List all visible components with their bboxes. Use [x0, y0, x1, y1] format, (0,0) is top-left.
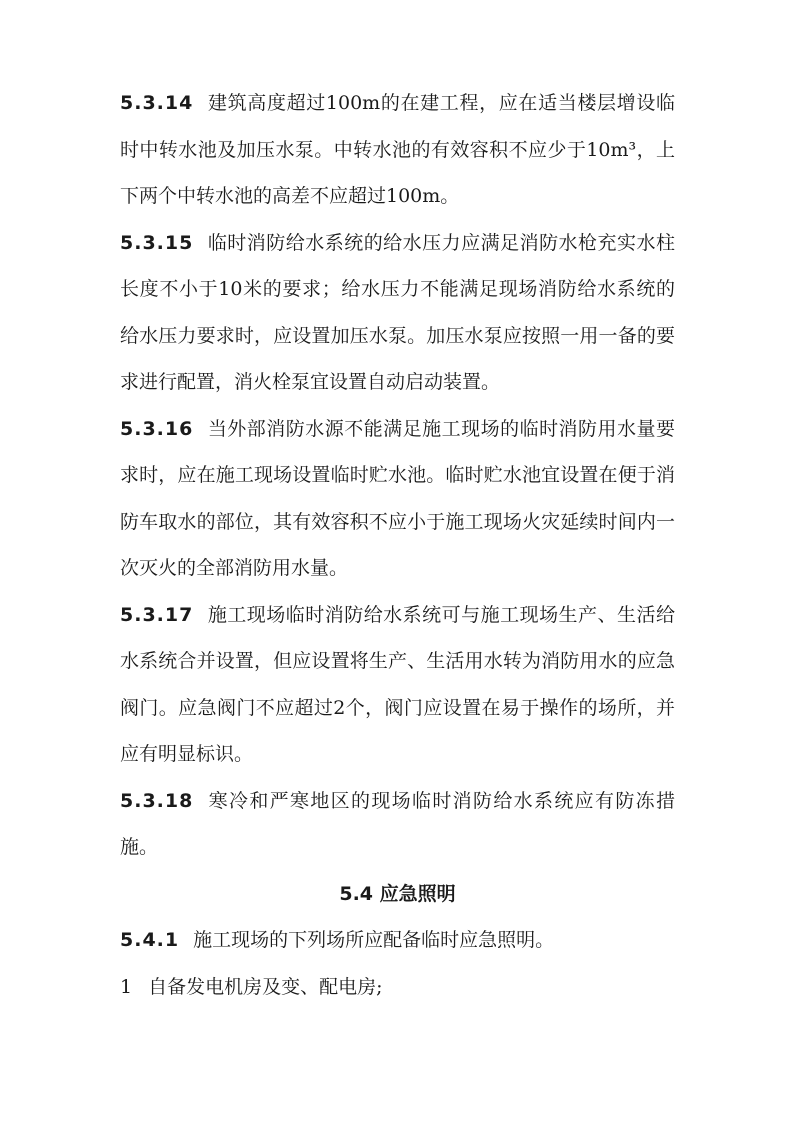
- clause-number: 5.3.15: [120, 231, 194, 254]
- clause-number: 5.3.17: [120, 603, 194, 626]
- clause-text: 临时消防给水系统的给水压力应满足消防水枪充实水柱长度不小于10米的要求；给水压力不能满足现场消防给水系统的给水压力要求时，应设置加压水泵。加压水泵应按照一用一备的要求进行配置，消火栓泵宜设置自动启动装置。: [120, 231, 675, 393]
- clause-5-3-15: [120, 220, 675, 406]
- clause-text: 施工现场临时消防给水系统可与施工现场生产、生活给水系统合并设置，但应设置将生产、生活用水转为消防用水的应急阀门。应急阀门不应超过2个，阀门应设置在易于操作的场所，并应有明显标识。: [120, 603, 675, 765]
- clause-text: 寒冷和严寒地区的现场临时消防给水系统应有防冻措施。: [120, 789, 675, 858]
- clause-5-3-17: [120, 592, 675, 778]
- clause-number: 5.4.1: [120, 929, 180, 951]
- clause-number: 5.3.14: [120, 92, 194, 114]
- clause-text: 当外部消防水源不能满足施工现场的临时消防用水量要求时，应在施工现场设置临时贮水池。临时贮水池宜设置在便于消防车取水的部位，其有效容积不应小于施工现场火灾延续时间内一次灭火的全部消防用水量。: [120, 417, 675, 579]
- clause-5-3-14: [120, 80, 675, 220]
- clause-number: 5.3.16: [120, 417, 194, 440]
- list-item-number: 1: [120, 975, 133, 998]
- clause-number: 5.3.18: [120, 789, 194, 812]
- list-item-text: 自备发电机房及变、配电房;: [148, 975, 383, 998]
- section-heading: 5.4 应急照明: [339, 882, 456, 905]
- clause-text: 施工现场的下列场所应配备临时应急照明。: [193, 929, 555, 951]
- list-item: [120, 964, 675, 1011]
- clause-text: 建筑高度超过100m的在建工程，应在适当楼层增设临时中转水池及加压水泵。中转水池的有效容积不应少于10m³，上下两个中转水池的高差不应超过100m。: [120, 92, 675, 207]
- clause-5-4-1: [120, 917, 675, 964]
- clause-5-3-16: [120, 406, 675, 592]
- document-page: [120, 80, 675, 1010]
- clause-5-3-18: [120, 778, 675, 871]
